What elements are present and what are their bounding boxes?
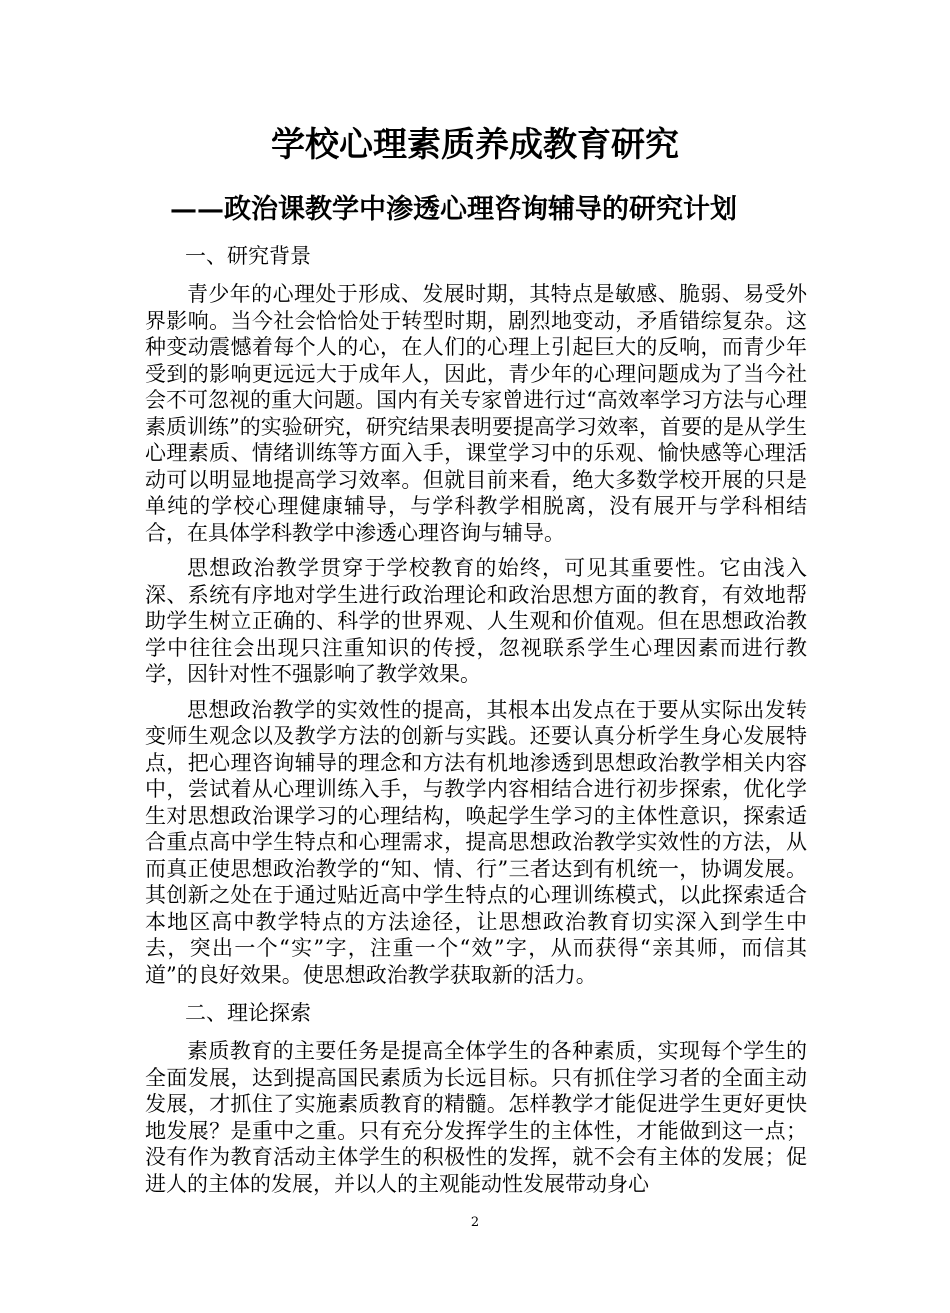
document-subtitle: ——政治课教学中渗透心理咨询辅导的研究计划 xyxy=(170,194,737,225)
document-title: 学校心理素质养成教育研究 xyxy=(271,125,679,165)
paragraph: 青少年的心理处于形成、发展时期，其特点是敏感、脆弱、易受外界影响。当今社会恰恰处于转型时期，剧烈地变动，矛盾错综复杂。这种变动震憾着每个人的心，在人们的心理上引起巨大的反响，而青少年受到的影响更远远大于成年人，因此，青少年的心理问题成为了当今社会不可忽视的重大问题。国内有关专家曾进行过“高效率学习方法与心理素质训练”的实验研究，研究结果表明要提高学习效率，首要的是从学生心理素质、情绪训练等方面入手，课堂学习中的乐观、愉快感等心理活动可以明显地提高学习效率。但就目前来看，绝大多数学校开展的只是单纯的学校心理健康辅导，与学科教学相脱离，没有展开与学科相结合，在具体学科教学中渗透心理咨询与辅导。 xyxy=(145,282,807,545)
paragraph: 思想政治教学的实效性的提高，其根本出发点在于要从实际出发转变师生观念以及教学方法的创新与实践。还要认真分析学生身心发展特点，把心理咨询辅导的理念和方法有机地渗透到思想政治教学相关内容中，尝试着从心理训练入手，与教学内容相结合进行初步探索，优化学生对思想政治课学习的心理结构，唤起学生学习的主体性意识，探索适合重点高中学生特点和心理需求，提高思想政治教学实效性的方法，从而真正使思想政治教学的“知、情、行”三者达到有机统一，协调发展。其创新之处在于通过贴近高中学生特点的心理训练模式，以此探索适合本地区高中教学特点的方法途径，让思想政治教育切实深入到学生中去，突出一个“实”字，注重一个“效”字，从而获得“亲其师，而信其道”的良好效果。使思想政治教学获取新的活力。 xyxy=(145,697,807,987)
paragraph: 素质教育的主要任务是提高全体学生的各种素质，实现每个学生的全面发展，达到提高国民素质为长远目标。只有抓住学习者的全面主动发展，才抓住了实施素质教育的精髓。怎样教学才能促进学生更好更快地发展？是重中之重。只有充分发挥学生的主体性，才能做到这一点；没有作为教育活动主体学生的积极性的发挥，就不会有主体的发展；促进人的主体的发展，并以人的主观能动性发展带动身心 xyxy=(145,1039,807,1196)
section-heading-theory: 二、理论探索 xyxy=(185,1001,311,1025)
document-body xyxy=(145,240,807,1206)
paragraph: 思想政治教学贯穿于学校教育的始终，可见其重要性。它由浅入深、系统有序地对学生进行政治理论和政治思想方面的教育，有效地帮助学生树立正确的、科学的世界观、人生观和价值观。但在思想政治教学中往往会出现只注重知识的传授，忽视联系学生心理因素而进行教学，因针对性不强影响了教学效果。 xyxy=(145,556,807,686)
page-number: 2 xyxy=(470,1215,480,1230)
section-heading-background: 一、研究背景 xyxy=(185,244,311,268)
